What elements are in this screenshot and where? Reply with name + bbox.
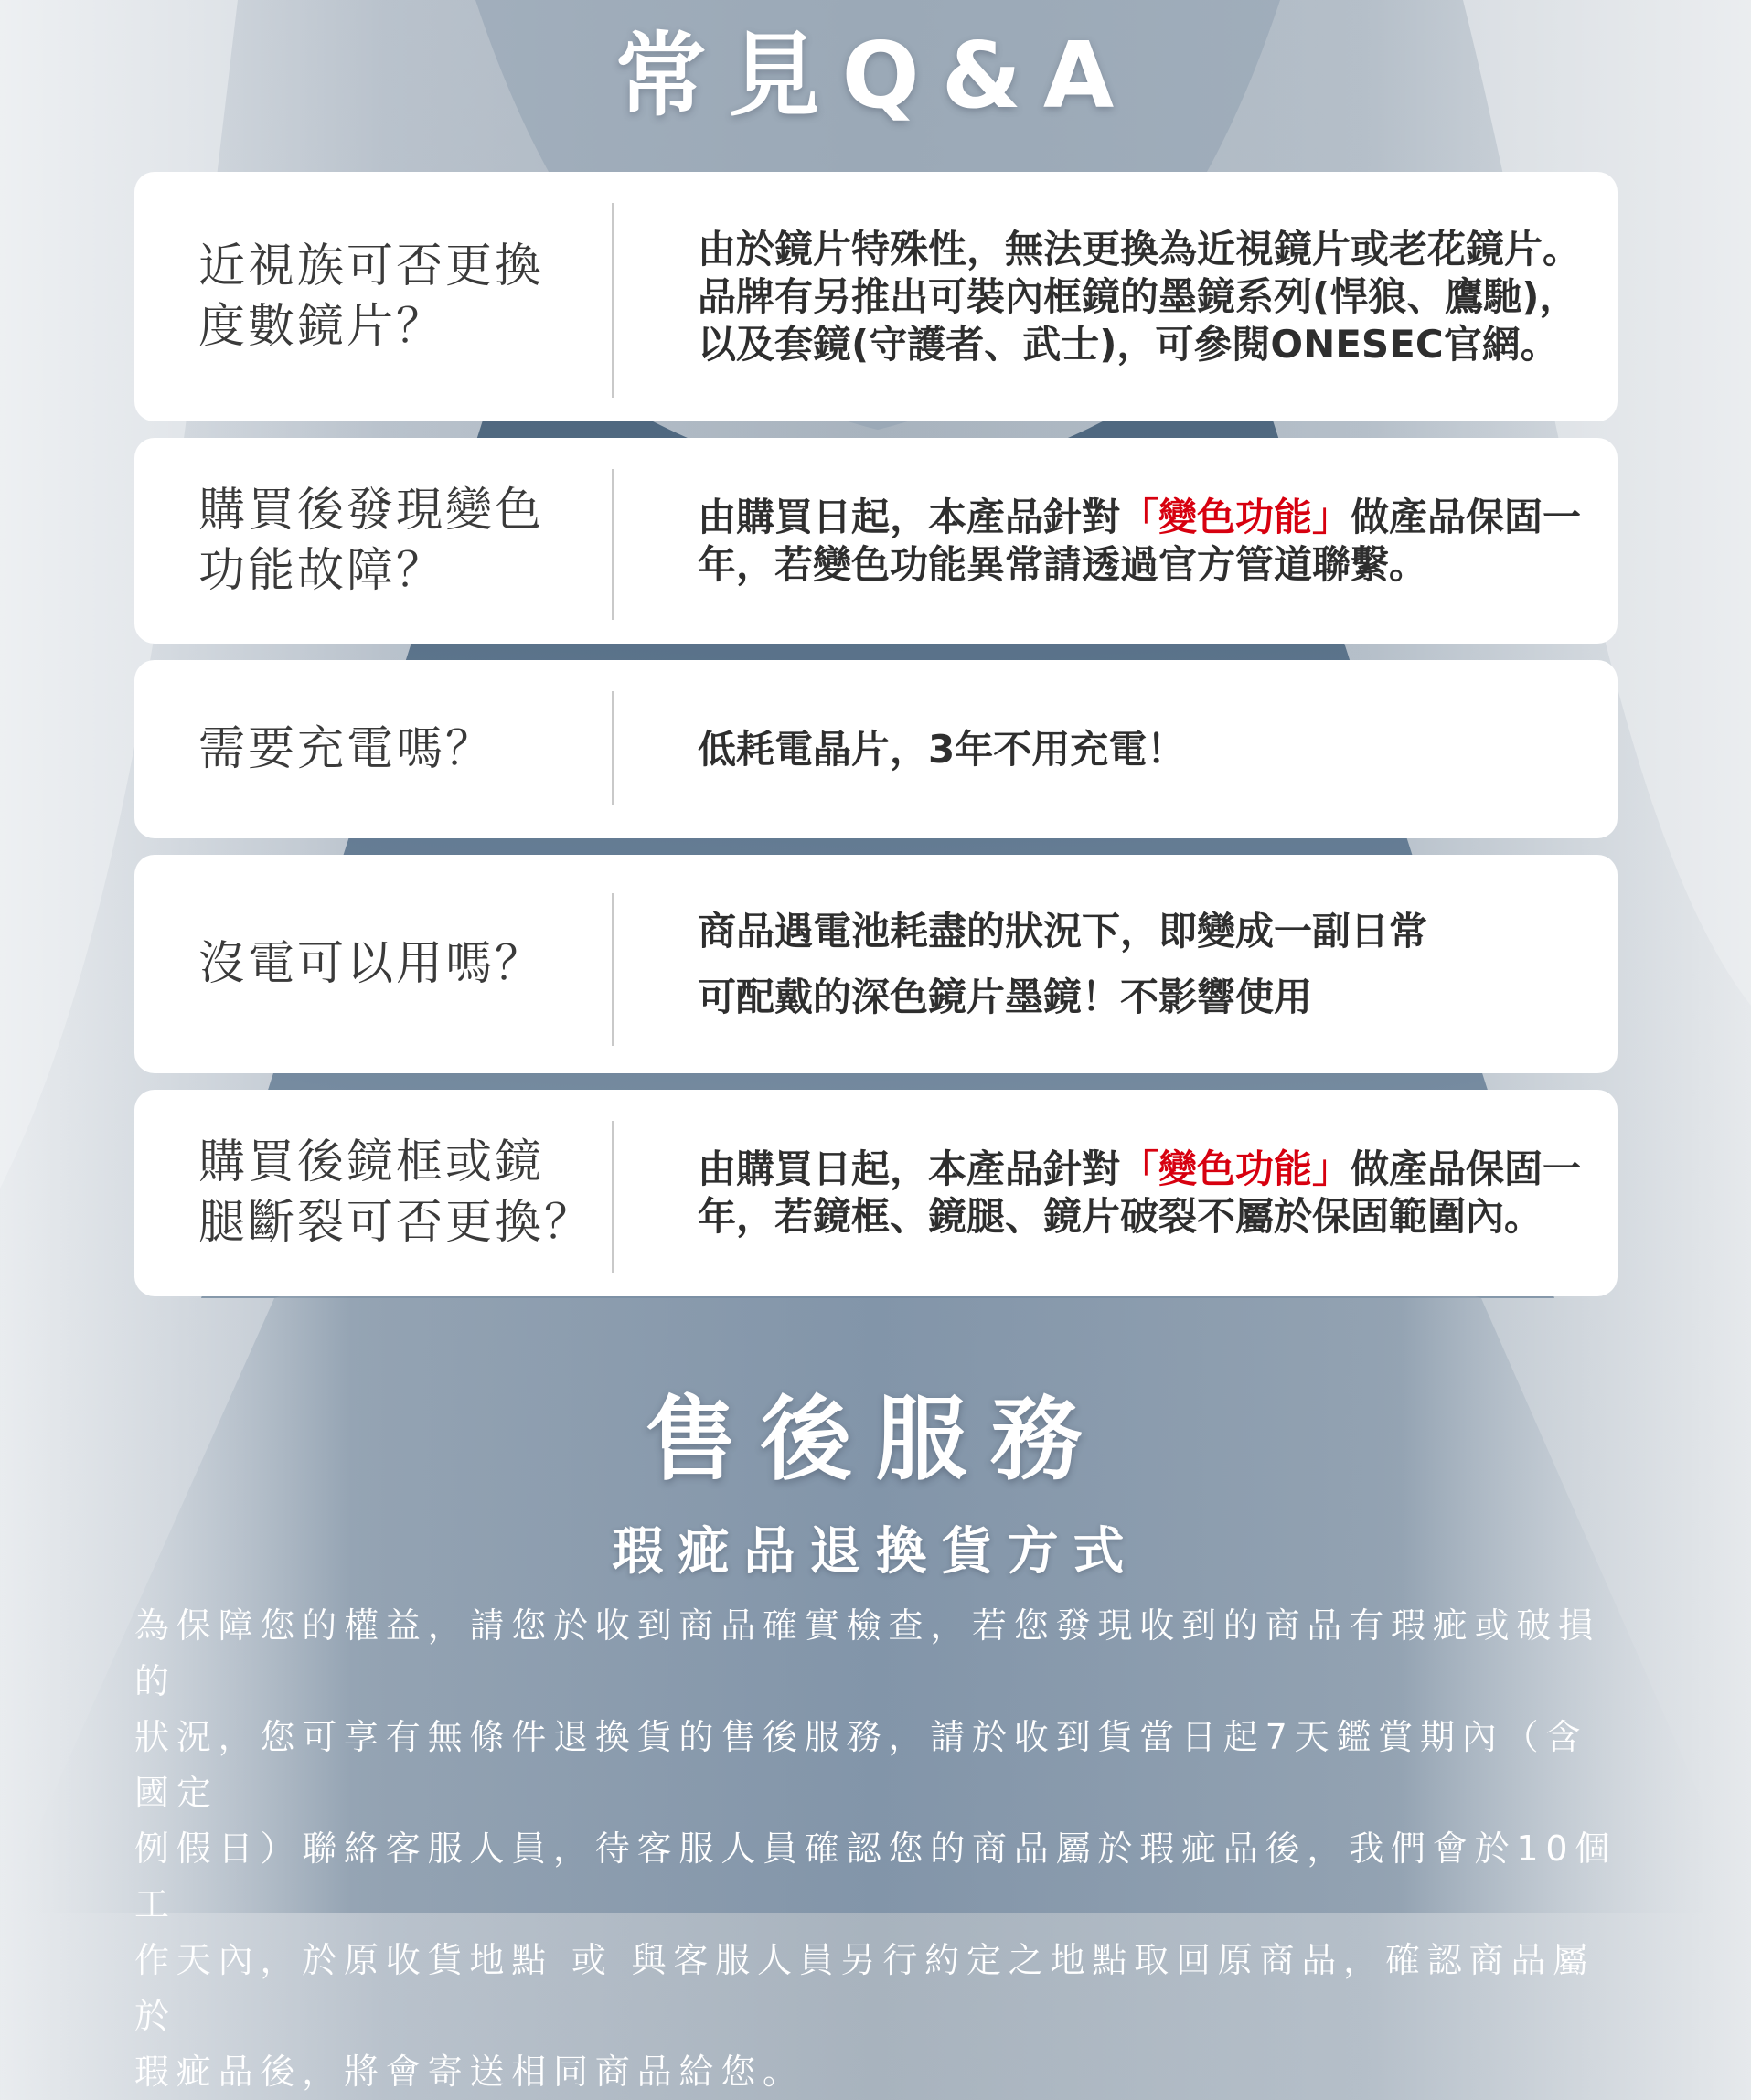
faq-divider (612, 469, 614, 620)
faq-answer-line: 年，若變色功能異常請透過官方管道聯繫。 (698, 541, 1428, 587)
after-sales-body (134, 1598, 1620, 2100)
body-line: 為保障您的權益，請您於收到商品確實檢查，若您發現收到的商品有瑕疵或破損的 (134, 1605, 1601, 1701)
faq-title: 常見Q&A (614, 22, 1137, 129)
faq-question (198, 855, 692, 1073)
faq-answer-line: 商品遇電池耗盡的狀況下，即變成一副日常 (698, 908, 1428, 954)
faq-question (198, 172, 692, 421)
faq-answer (698, 172, 1599, 421)
highlight-text: 「變色功能」 (1120, 494, 1351, 539)
faq-answer-line: 以及套鏡(守護者、武士)，可參閱ONESEC官網。 (698, 321, 1559, 367)
body-line: 作天內，於原收貨地點 或 與客服人員另行約定之地點取回原商品，確認商品屬於 (134, 1940, 1595, 2036)
faq-answer-line: 由購買日起，本產品針對「變色功能」做產品保固一 (698, 494, 1582, 539)
faq-card (134, 855, 1618, 1073)
highlight-text: 「變色功能」 (1120, 1146, 1351, 1191)
faq-answer (698, 1090, 1599, 1296)
faq-answer-line: 品牌有另推出可裝內框鏡的墨鏡系列(悍狼、鷹馳)， (698, 273, 1578, 319)
faq-question (198, 438, 692, 644)
faq-card (134, 660, 1618, 838)
faq-question-line: 度數鏡片？ (198, 299, 446, 354)
faq-answer-line: 低耗電晶片，3年不用充電！ (698, 726, 1186, 772)
faq-divider (612, 691, 614, 805)
body-line: 例假日）聯絡客服人員，待客服人員確認您的商品屬於瑕疵品後，我們會於10個工 (134, 1828, 1618, 1924)
faq-divider (612, 1121, 614, 1273)
faq-question-line: 功能故障？ (198, 543, 446, 598)
faq-divider (612, 203, 614, 398)
faq-question (198, 1090, 692, 1296)
faq-question-line: 需要充電嗎？ (198, 721, 496, 776)
faq-answer (698, 660, 1599, 838)
faq-question-line: 近視族可否更換 (198, 239, 545, 293)
faq-answer-line: 可配戴的深色鏡片墨鏡！不影響使用 (698, 974, 1313, 1019)
faq-answer (698, 855, 1599, 1073)
body-line: 瑕疵品後，將會寄送相同商品給您。 (134, 2052, 805, 2092)
body-line: 狀況，您可享有無條件退換貨的售後服務，請於收到貨當日起7天鑑賞期內（含國定 (134, 1717, 1588, 1813)
after-sales-subtitle: 瑕疵品退換貨方式 (612, 1522, 1139, 1582)
faq-question (198, 660, 692, 838)
faq-question-line: 腿斷裂可否更換？ (198, 1196, 594, 1250)
faq-answer-line: 由於鏡片特殊性，無法更換為近視鏡片或老花鏡片。 (698, 226, 1582, 272)
faq-answer-line: 由購買日起，本產品針對「變色功能」做產品保固一 (698, 1146, 1582, 1191)
faq-answer-line: 年，若鏡框、鏡腿、鏡片破裂不屬於保固範圍內。 (698, 1194, 1543, 1239)
after-sales-title: 售後服務 (645, 1386, 1106, 1493)
faq-card (134, 1090, 1618, 1296)
faq-card (134, 172, 1618, 421)
faq-card (134, 438, 1618, 644)
faq-divider (612, 893, 614, 1046)
faq-answer (698, 438, 1599, 644)
faq-question-line: 購買後發現變色 (198, 483, 545, 538)
faq-question-line: 購買後鏡框或鏡 (198, 1135, 545, 1189)
faq-question-line: 沒電可以用嗎？ (198, 936, 545, 991)
